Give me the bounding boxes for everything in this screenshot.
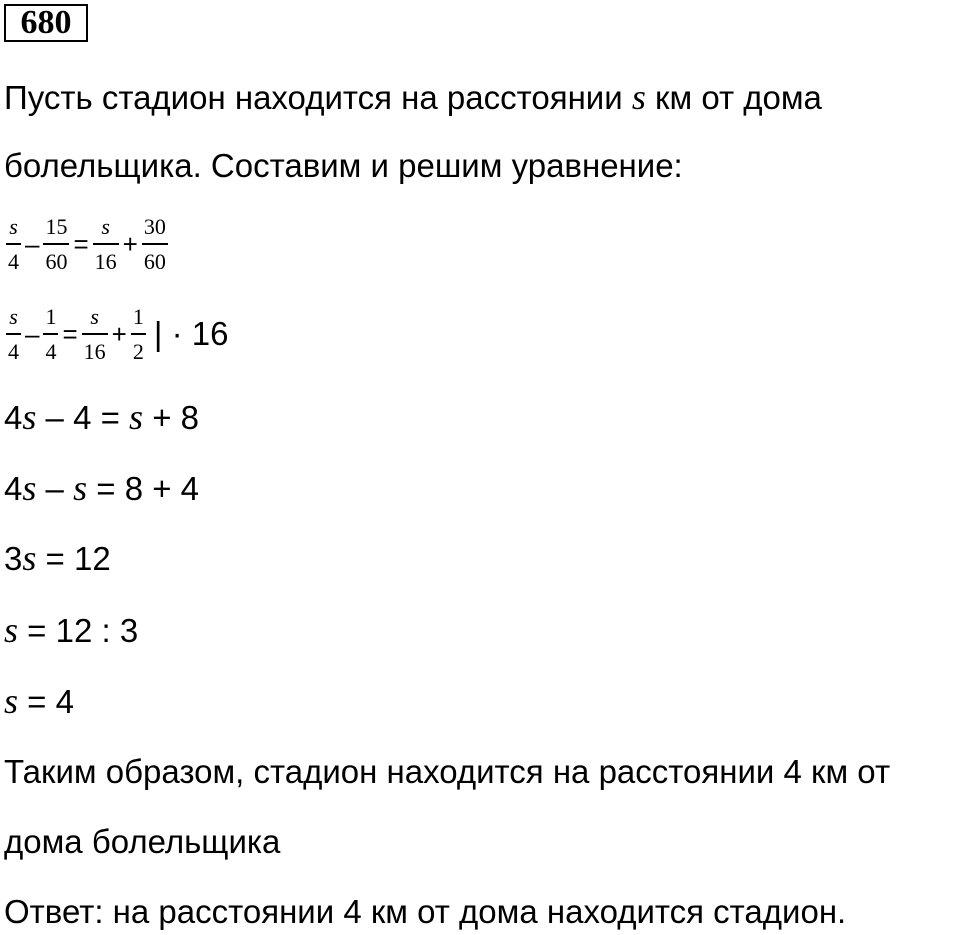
equation-1	[4, 214, 170, 275]
denominator: 4	[8, 338, 19, 364]
step-text: + 8	[143, 399, 200, 436]
fraction-bar	[82, 333, 108, 335]
numerator: 30	[143, 214, 166, 239]
fraction	[6, 304, 21, 365]
variable-s: s	[631, 77, 646, 117]
fraction-bar	[6, 243, 21, 245]
conclusion-line-2: дома болельщика	[4, 823, 281, 860]
denominator: 2	[132, 338, 144, 364]
step-line	[4, 609, 138, 652]
conclusion-line-1: Таким образом, стадион находится на расстоянии 4 км от	[4, 753, 891, 790]
step-text: –	[36, 470, 74, 507]
coefficient: 3	[4, 540, 23, 577]
denominator: 60	[143, 248, 166, 274]
intro-text-after: км от дома	[655, 79, 822, 116]
variable-s: s	[22, 538, 37, 578]
denominator: 16	[94, 248, 117, 274]
numerator: 1	[132, 304, 144, 329]
step-line	[4, 537, 111, 580]
equation-2	[4, 304, 228, 365]
variable-s: s	[22, 468, 37, 508]
denominator: 60	[45, 248, 68, 274]
intro-line-2: болельщика. Составим и решим уравнение:	[4, 147, 683, 184]
numerator: s	[9, 304, 18, 329]
step-line	[4, 680, 74, 723]
problem-number: 680	[4, 4, 88, 42]
coefficient: 4	[4, 399, 23, 436]
denominator: 4	[45, 338, 57, 364]
operator: =	[73, 228, 89, 259]
operator: +	[111, 318, 127, 349]
step-text: – 4 =	[36, 399, 130, 436]
step-text: = 12 : 3	[18, 612, 139, 649]
operator: +	[122, 228, 138, 259]
fraction-bar	[43, 243, 69, 245]
coefficient: 4	[4, 470, 23, 507]
fraction-bar	[93, 243, 119, 245]
fraction-bar	[43, 333, 58, 335]
answer-line: Ответ: на расстоянии 4 км от дома находится стадион.	[4, 893, 847, 930]
fraction-bar	[131, 333, 146, 335]
denominator: 16	[83, 338, 106, 364]
step-line	[4, 467, 199, 510]
fraction	[142, 214, 168, 275]
fraction	[43, 304, 58, 365]
variable-s: s	[22, 397, 37, 437]
numerator: s	[101, 214, 110, 239]
fraction	[131, 304, 146, 365]
intro-line-1	[4, 76, 822, 119]
numerator: 15	[45, 214, 68, 239]
multiply-annotation: | · 16	[153, 315, 229, 353]
intro-text-before: Пусть стадион находится на расстоянии	[4, 79, 623, 116]
step-line	[4, 396, 199, 439]
numerator: 1	[45, 304, 57, 329]
fraction	[82, 304, 108, 365]
fraction	[43, 214, 69, 275]
operator: –	[25, 318, 40, 349]
step-text: = 4	[18, 683, 74, 720]
step-text: = 8 + 4	[87, 470, 200, 507]
numerator: s	[90, 304, 99, 329]
step-text: = 12	[36, 540, 111, 577]
variable-s: s	[129, 397, 144, 437]
numerator: s	[9, 214, 18, 239]
variable-s: s	[73, 468, 88, 508]
fraction	[93, 214, 119, 275]
denominator: 4	[8, 248, 19, 274]
variable-s: s	[4, 681, 19, 721]
fraction-bar	[142, 243, 168, 245]
variable-s: s	[4, 610, 19, 650]
fraction-bar	[6, 333, 21, 335]
fraction	[6, 214, 21, 275]
operator: =	[62, 318, 78, 349]
operator: –	[25, 228, 40, 259]
